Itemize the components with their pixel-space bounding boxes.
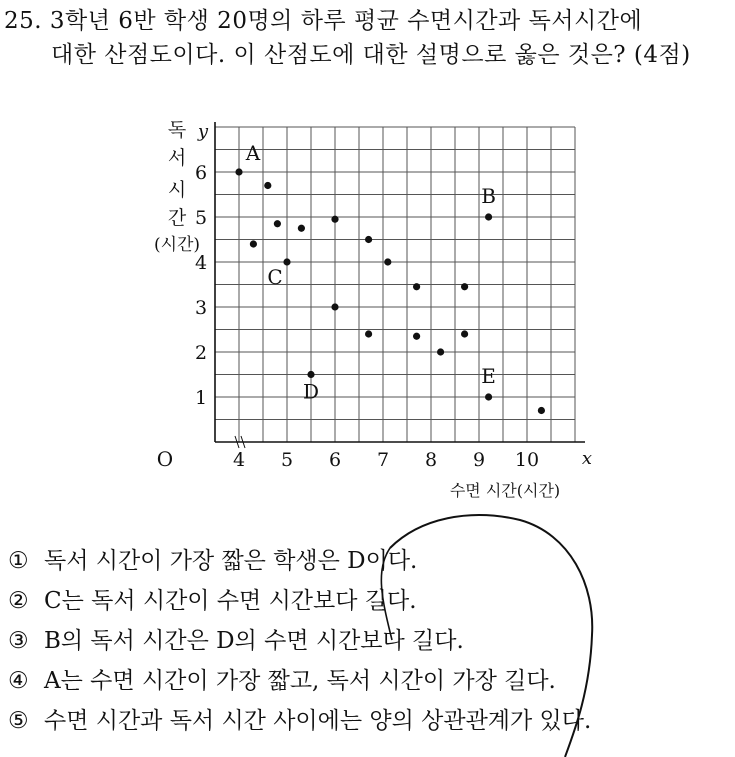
data-point xyxy=(264,182,271,189)
y-axis-label xyxy=(154,119,200,255)
x-tick-label: 7 xyxy=(376,449,390,471)
y-axis-variable: y xyxy=(197,121,209,142)
choice-1[interactable] xyxy=(8,541,591,581)
y-label-part: 시 xyxy=(167,179,187,201)
x-axis-variable: x xyxy=(581,448,593,469)
y-label-part: 독 xyxy=(167,119,187,141)
answer-choices xyxy=(8,541,591,741)
x-tick-label: 6 xyxy=(328,449,342,471)
origin-label: O xyxy=(156,447,174,471)
y-tick-label: 5 xyxy=(194,207,208,229)
data-point xyxy=(365,236,372,243)
point-label: B xyxy=(481,184,496,208)
x-axis-label: 수면 시간(시간) xyxy=(449,481,561,500)
choice-4[interactable] xyxy=(8,661,591,701)
y-label-part: (시간) xyxy=(153,235,201,255)
choice-2-number: ② xyxy=(8,588,29,614)
data-point xyxy=(274,220,281,227)
data-point xyxy=(307,371,314,378)
y-tick-label: 6 xyxy=(194,162,208,184)
data-point xyxy=(331,216,338,223)
data-point xyxy=(283,258,290,265)
point-label: C xyxy=(267,265,283,289)
choice-5[interactable] xyxy=(8,701,591,741)
x-tick-label: 5 xyxy=(280,449,294,471)
data-point xyxy=(298,225,305,232)
y-label-part: 간 xyxy=(167,207,187,229)
choice-2[interactable] xyxy=(8,581,591,621)
choice-3-number: ③ xyxy=(8,628,29,654)
data-point xyxy=(485,393,492,400)
data-point xyxy=(331,303,338,310)
x-tick-label: 8 xyxy=(424,449,438,471)
data-point xyxy=(461,330,468,337)
x-tick-label: 4 xyxy=(232,449,246,471)
choice-3-text: B의 독서 시간은 D의 수면 시간보다 길다. xyxy=(44,628,464,654)
data-point xyxy=(485,213,492,220)
data-point xyxy=(538,407,545,414)
choice-4-text: A는 수면 시간이 가장 짧고, 독서 시간이 가장 길다. xyxy=(44,668,556,694)
x-tick-label: 9 xyxy=(472,449,486,471)
data-point xyxy=(413,283,420,290)
y-tick-label: 4 xyxy=(194,252,208,274)
question-stem xyxy=(4,4,732,72)
question-number: 25. xyxy=(4,8,43,34)
data-point xyxy=(413,333,420,340)
question-line-1 xyxy=(4,4,732,38)
point-label: D xyxy=(302,379,320,404)
choice-1-text: 독서 시간이 가장 짧은 학생은 D이다. xyxy=(44,548,418,574)
choice-4-number: ④ xyxy=(8,668,29,694)
data-point xyxy=(384,258,391,265)
y-tick-label: 2 xyxy=(194,342,208,364)
choice-5-text: 수면 시간과 독서 시간 사이에는 양의 상관관계가 있다. xyxy=(44,708,592,734)
data-point xyxy=(437,348,444,355)
question-line-2: 대한 산점도이다. 이 산점도에 대한 설명으로 옳은 것은? (4점) xyxy=(51,42,691,68)
choice-2-text: C는 독서 시간이 수면 시간보다 길다. xyxy=(44,588,417,614)
scatter-plot xyxy=(140,112,600,507)
choice-3[interactable] xyxy=(8,621,591,661)
choice-1-number: ① xyxy=(8,548,29,574)
data-point xyxy=(461,283,468,290)
y-tick-label: 3 xyxy=(194,297,208,319)
x-tick-label: 10 xyxy=(514,449,540,471)
point-label: E xyxy=(481,364,496,388)
choice-5-number: ⑤ xyxy=(8,708,29,734)
y-tick-label: 1 xyxy=(194,387,208,409)
data-point xyxy=(365,330,372,337)
question-text-1: 3학년 6반 학생 20명의 하루 평균 수면시간과 독서시간에 xyxy=(49,8,643,34)
data-point xyxy=(250,240,257,247)
point-label: A xyxy=(245,141,261,165)
chart-points xyxy=(235,141,545,414)
y-label-part: 서 xyxy=(167,147,187,169)
data-point xyxy=(235,168,242,175)
